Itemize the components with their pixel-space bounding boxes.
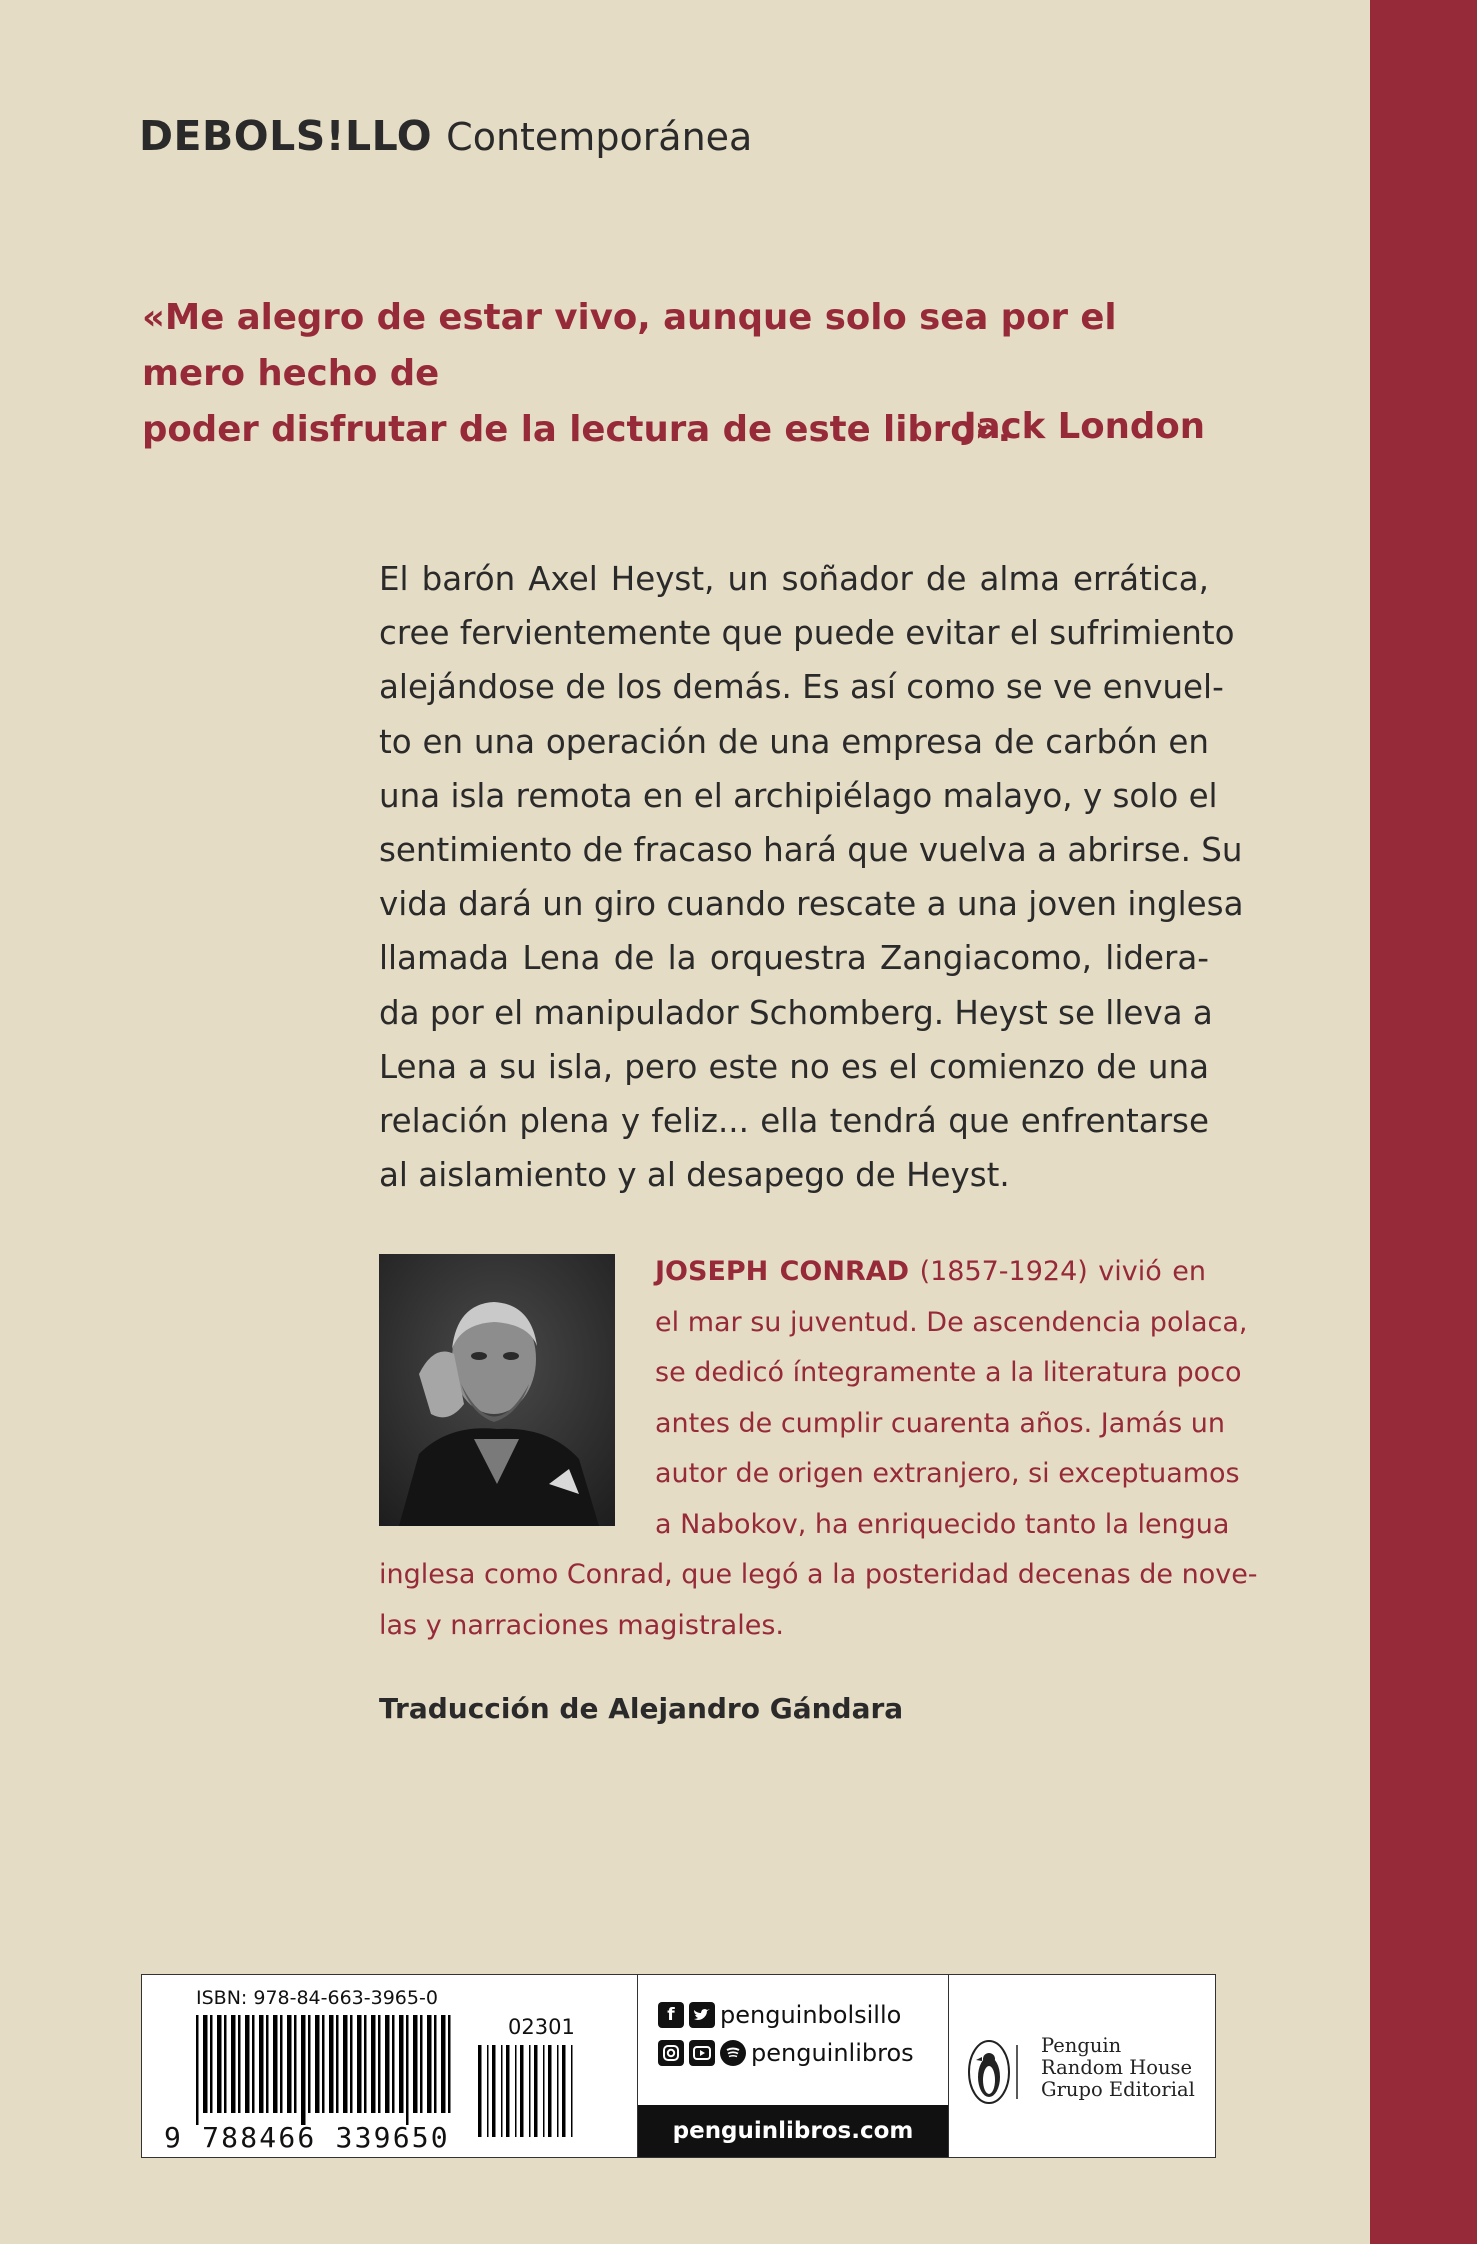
social-panel — [638, 1975, 949, 2157]
barcode-stripe — [406, 2015, 409, 2125]
barcode-stripe — [529, 2045, 531, 2137]
social-row-bolsillo — [658, 2001, 901, 2029]
barcode-stripe — [520, 2045, 524, 2137]
barcode-stripe — [364, 2015, 367, 2113]
barcode-stripe — [392, 2015, 395, 2113]
barcode-stripe — [562, 2045, 566, 2137]
barcode-stripe — [308, 2015, 311, 2113]
synopsis-line: da por el manipulador Schomberg. Heyst se lleva a — [379, 993, 1213, 1032]
spotify-icon[interactable] — [720, 2040, 746, 2066]
barcode-stripe — [329, 2015, 334, 2113]
author-bio — [379, 1247, 1258, 1651]
barcode-stripe — [273, 2015, 278, 2113]
translator-credit: Traducción de Alejandro Gándara — [379, 1692, 904, 1725]
barcode-stripe — [534, 2045, 538, 2137]
handle-penguinbolsillo[interactable]: penguinbolsillo — [720, 2001, 902, 2029]
barcode-stripe — [350, 2015, 353, 2113]
barcode-stripe — [413, 2015, 418, 2113]
barcode-digits: 9 788466 339650 — [164, 2121, 450, 2154]
barcode-stripe — [217, 2015, 222, 2113]
addon-barcode — [478, 2045, 574, 2149]
synopsis — [379, 552, 1244, 1202]
barcode-stripe — [420, 2015, 423, 2113]
barcode-stripe — [515, 2045, 517, 2137]
barcode-stripe — [385, 2015, 390, 2113]
synopsis-line: al aislamiento y al desapego de Heyst. — [379, 1156, 1010, 1195]
barcode-stripe — [492, 2045, 496, 2137]
bio-line: antes de cumplir cuarenta años. Jamás un — [655, 1407, 1226, 1439]
barcode-stripe — [399, 2015, 404, 2113]
barcode-stripe — [571, 2045, 573, 2137]
synopsis-line: relación plena y feliz... ella tendrá que enfrentarse — [379, 1102, 1209, 1141]
imprint-logo — [139, 112, 752, 172]
barcode-panel — [142, 1975, 638, 2157]
barcode-stripe — [434, 2015, 437, 2113]
instagram-icon[interactable] — [658, 2040, 684, 2066]
barcode-stripe — [378, 2015, 381, 2113]
barcode-stripe — [548, 2045, 552, 2137]
quote-author: Jack London — [963, 406, 1205, 447]
synopsis-line: sentimiento de fracaso hará que vuelva a abrirse. Su — [379, 831, 1243, 870]
synopsis-line: vida dará un giro cuando rescate a una joven inglesa — [379, 885, 1244, 924]
youtube-icon[interactable] — [689, 2040, 715, 2066]
barcode-stripe — [557, 2045, 559, 2137]
barcode-stripe — [203, 2015, 208, 2113]
publisher-name: Penguin Random House Grupo Editorial — [1041, 2034, 1195, 2101]
bio-line: se dedicó íntegramente a la literatura poco — [655, 1357, 1242, 1388]
barcode-stripe — [301, 2015, 306, 2125]
synopsis-line: llamada Lena de la orquestra Zangiacomo, lidera- — [379, 939, 1209, 978]
barcode-stripe — [487, 2045, 489, 2137]
synopsis-line: cree fervientemente que puede evitar el sufrimiento — [379, 614, 1235, 653]
quote-line: poder disfrutar de la lectura de este libro». — [142, 409, 1012, 450]
barcode-stripe — [506, 2045, 510, 2137]
ean-barcode — [196, 2015, 456, 2125]
back-info-box — [141, 1974, 1216, 2158]
bio-line — [379, 1247, 1206, 1298]
synopsis-line: alejándose de los demás. Es así como se ve envuel- — [379, 668, 1224, 707]
barcode-stripe — [266, 2015, 269, 2113]
collection-name: Contemporánea — [446, 115, 753, 159]
barcode-stripe — [427, 2015, 432, 2113]
barcode-stripe — [315, 2015, 320, 2113]
social-row-libros — [658, 2039, 914, 2067]
barcode-stripe — [259, 2015, 264, 2113]
synopsis-line: El barón Axel Heyst, un soñador de alma errática, — [379, 560, 1209, 598]
bio-line: inglesa como Conrad, que legó a la posteridad decenas de nove- — [379, 1559, 1258, 1590]
bio-line: el mar su juventud. De ascendencia polaca, — [655, 1306, 1248, 1338]
barcode-stripe — [371, 2015, 376, 2113]
publisher-panel — [949, 1975, 1215, 2157]
website-link[interactable]: penguinlibros.com — [638, 2105, 948, 2157]
barcode-stripe — [448, 2015, 451, 2113]
synopsis-line: to en una operación de una empresa de carbón en — [379, 722, 1209, 761]
barcode-stripe — [343, 2015, 348, 2113]
isbn-label: ISBN: 978-84-663-3965-0 — [196, 1987, 438, 2009]
imprint-name: DEBOLS!LLO — [139, 112, 433, 160]
barcode-stripe — [478, 2045, 482, 2137]
quote-line: «Me alegro de estar vivo, aunque solo sea por el mero hecho de — [142, 297, 1117, 394]
barcode-stripe — [280, 2015, 283, 2113]
spine-band — [1370, 0, 1477, 2244]
synopsis-line: una isla remota en el archipiélago malayo, y solo el — [379, 776, 1218, 815]
bio-dates: (1857-1924) vivió en — [909, 1256, 1207, 1287]
barcode-addon-label: 02301 — [508, 2015, 575, 2039]
author-name: JOSEPH CONRAD — [655, 1256, 910, 1287]
barcode-stripe — [501, 2045, 503, 2137]
facebook-icon[interactable]: f — [658, 2002, 684, 2028]
bio-line: autor de origen extranjero, si exceptuamos — [655, 1458, 1240, 1489]
penguin-logo-icon — [967, 2037, 1025, 2107]
barcode-stripe — [543, 2045, 545, 2137]
barcode-stripe — [252, 2015, 255, 2113]
barcode-stripe — [231, 2015, 236, 2113]
barcode-stripe — [210, 2015, 213, 2113]
barcode-stripe — [287, 2015, 292, 2113]
barcode-stripe — [224, 2015, 227, 2113]
handle-penguinlibros[interactable]: penguinlibros — [751, 2039, 914, 2067]
barcode-stripe — [245, 2015, 250, 2113]
synopsis-line: Lena a su isla, pero este no es el comienzo de una — [379, 1047, 1209, 1086]
bio-line: a Nabokov, ha enriquecido tanto la lengua — [655, 1508, 1230, 1540]
barcode-stripe — [441, 2015, 446, 2113]
barcode-stripe — [238, 2015, 241, 2113]
barcode-stripe — [196, 2015, 199, 2125]
bio-line: las y narraciones magistrales. — [379, 1609, 784, 1641]
twitter-icon[interactable] — [689, 2002, 715, 2028]
barcode-stripe — [322, 2015, 325, 2113]
barcode-stripe — [336, 2015, 339, 2113]
barcode-stripe — [294, 2015, 297, 2113]
barcode-stripe — [357, 2015, 362, 2113]
